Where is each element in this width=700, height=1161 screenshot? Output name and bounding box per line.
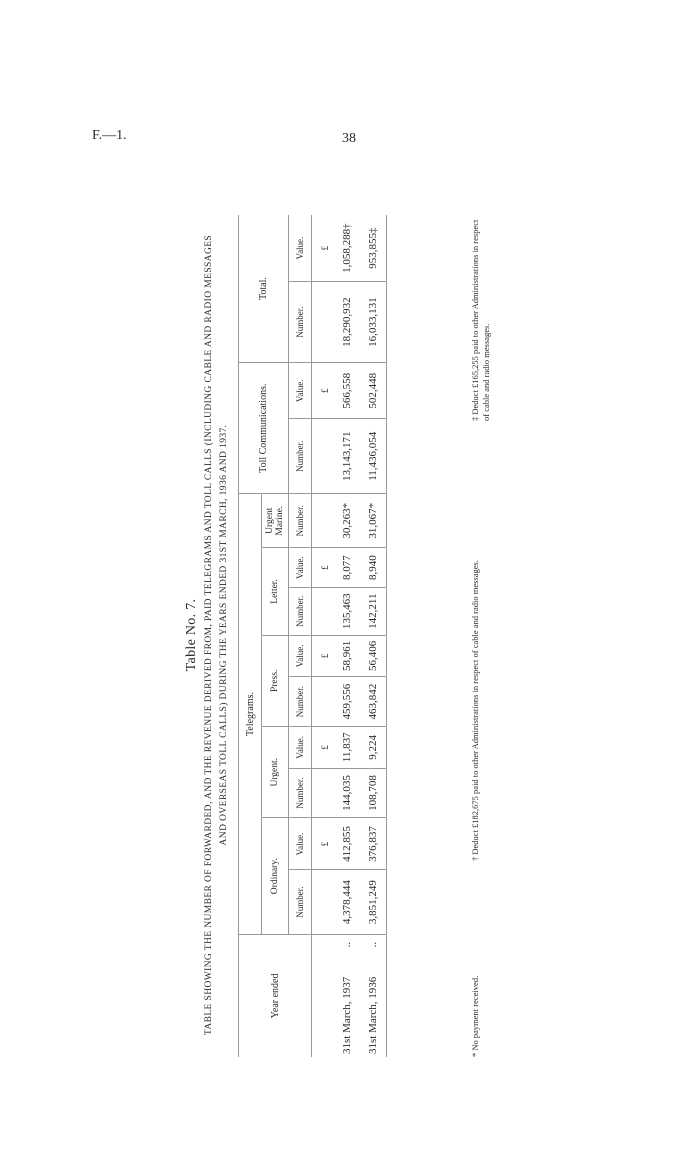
pound-symbol: £ (312, 548, 335, 587)
leader-dots: .. (341, 941, 353, 948)
cell-total-number: 16,033,131 (360, 282, 387, 363)
footnote-1937-deduction: † Deduct £182,675 paid to other Administrations in respect of cable and radio messages. (470, 560, 480, 861)
cell-total-value: 953,855‡ (360, 215, 387, 282)
header-urgent-marine: Urgent Marine. (262, 494, 289, 548)
page-number: 38 (342, 131, 356, 146)
cell-press-number: 463,842 (360, 677, 387, 727)
footnote-no-payment: * No payment received. (470, 975, 480, 1057)
footnote-1936-deduction: ‡ Deduct £165,255 paid to other Administrations in respect of cable and radio messages. (470, 219, 491, 421)
rotated-table-block (180, 185, 520, 1085)
header-total: Total. (239, 215, 289, 363)
cell-total-value: 1,058,288† (334, 215, 360, 282)
subheader-number: Number. (289, 768, 312, 818)
page-reference: F.—1. (92, 128, 127, 143)
cell-urgent-number: 108,708 (360, 768, 387, 818)
cell-urgent-number: 144,035 (334, 768, 360, 818)
cell-ordinary-number: 3,851,249 (360, 870, 387, 934)
cell-press-number: 459,556 (334, 677, 360, 727)
pound-symbol: £ (312, 818, 335, 870)
leader-dots: .. (367, 941, 379, 948)
table-caption: TABLE SHOWING THE NUMBER OF FORWARDED, AND THE REVENUE DERIVED FROM, PAID TELEGRAMS AND TOLL CALLS (INCLUDING CABLE AND RADIO MESSAGES AND OVERSEAS TOLL CALLS) DURING THE YEARS ENDED 31ST MARCH, 1936 AND 1937. (204, 234, 229, 1036)
header-toll-communications: Toll Communications. (239, 363, 289, 494)
cell-ordinary-value: 376,837 (360, 818, 387, 870)
subheader-number: Number. (289, 419, 312, 494)
subheader-value: Value. (289, 548, 312, 587)
subheader-value: Value. (289, 635, 312, 677)
row-year: 31st March, 1937 (341, 976, 353, 1054)
cell-urgent-marine-number: 31,067* (360, 494, 387, 548)
pound-symbol: £ (312, 363, 335, 419)
cell-letter-number: 142,211 (360, 587, 387, 635)
cell-press-value: 56,406 (360, 635, 387, 677)
pound-symbol: £ (312, 727, 335, 769)
table-row (334, 215, 360, 1057)
cell-urgent-value: 9,224 (360, 727, 387, 769)
cell-letter-number: 135,463 (334, 587, 360, 635)
cell-toll-value: 502,448 (360, 363, 387, 419)
header-urgent: Urgent. (262, 727, 289, 818)
pound-symbol: £ (312, 215, 335, 282)
revenue-table (238, 215, 387, 1057)
cell-letter-value: 8,077 (334, 548, 360, 587)
cell-urgent-marine-number: 30,263* (334, 494, 360, 548)
pound-symbol: £ (312, 635, 335, 677)
cell-letter-value: 8,940 (360, 548, 387, 587)
subheader-value: Value. (289, 727, 312, 769)
header-letter: Letter. (262, 548, 289, 635)
header-telegrams: Telegrams. (239, 494, 262, 935)
cell-toll-value: 566,558 (334, 363, 360, 419)
cell-ordinary-value: 412,855 (334, 818, 360, 870)
header-ordinary: Ordinary. (262, 818, 289, 934)
subheader-number: Number. (289, 587, 312, 635)
currency-unit-row (312, 215, 335, 1057)
subheader-value: Value. (289, 215, 312, 282)
header-press: Press. (262, 635, 289, 726)
cell-urgent-value: 11,837 (334, 727, 360, 769)
table-row (360, 215, 387, 1057)
subheader-number: Number. (289, 870, 312, 934)
row-year: 31st March, 1936 (367, 976, 379, 1054)
cell-ordinary-number: 4,378,444 (334, 870, 360, 934)
subheader-number: Number. (289, 494, 312, 548)
table-number: Table No. 7. (184, 598, 199, 672)
subheader-number: Number. (289, 677, 312, 727)
cell-toll-number: 13,143,171 (334, 419, 360, 494)
subheader-number: Number. (289, 282, 312, 363)
subheader-value: Value. (289, 363, 312, 419)
header-year-ended: Year ended (239, 934, 312, 1057)
cell-toll-number: 11,436,054 (360, 419, 387, 494)
cell-total-number: 18,290,932 (334, 282, 360, 363)
cell-press-value: 58,961 (334, 635, 360, 677)
subheader-value: Value. (289, 818, 312, 870)
